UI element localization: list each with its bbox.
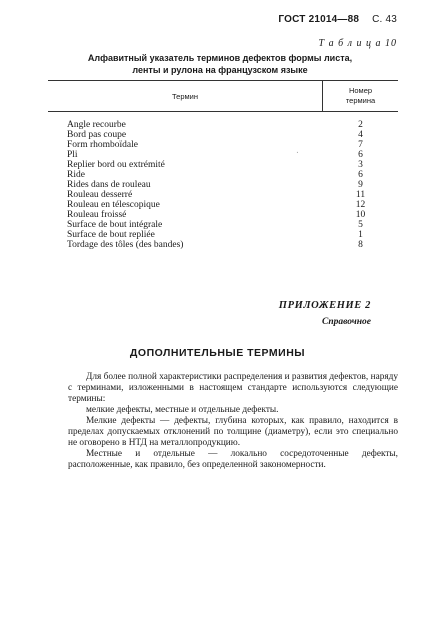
table-row — [48, 140, 398, 150]
table-row — [48, 220, 398, 230]
table-row — [48, 170, 398, 180]
section-body — [68, 372, 398, 471]
term-cell: Form rhomboïdale — [67, 140, 138, 150]
term-cell: Rouleau desserré — [67, 190, 133, 200]
number-cell: 4 — [358, 130, 363, 140]
table-row — [48, 150, 398, 160]
column-header-number-line-2: термина — [345, 96, 376, 105]
column-header-number-line-1: Номер — [348, 86, 373, 95]
term-cell: Angle recourbe — [67, 120, 126, 130]
number-cell: 6 — [358, 150, 363, 160]
table-header — [48, 80, 398, 112]
appendix-subtitle: Справочное — [322, 317, 371, 327]
table-row — [48, 230, 398, 240]
table-row — [48, 190, 398, 200]
term-cell: Rouleau en télescopique — [67, 200, 160, 210]
table-row — [48, 240, 398, 250]
paragraph-small-defects: Мелкие дефекты — дефекты, глубина которых, как правило, находится в пределах допускаемых отклонений по толщине (диаметру), если это специально не оговорено в НТД на металлопродукцию. — [68, 416, 398, 448]
number-cell: 6 — [358, 170, 363, 180]
term-cell: Tordage des tôles (des bandes) — [67, 240, 184, 250]
terms-table — [48, 80, 398, 250]
term-cell: Pli — [67, 150, 78, 160]
number-cell: 12 — [355, 200, 366, 210]
number-cell: 3 — [358, 160, 363, 170]
appendix-title: ПРИЛОЖЕНИЕ 2 — [278, 300, 371, 311]
paragraph-local-defects: Местные и отдельные — локально сосредоточенные дефекты, расположенные, как правило, без определенной закономерности. — [68, 449, 398, 470]
number-cell: 10 — [355, 210, 366, 220]
table-body — [48, 112, 398, 250]
table-title — [70, 52, 370, 76]
term-cell: Rides dans de rouleau — [67, 180, 151, 190]
number-cell: 8 — [358, 240, 363, 250]
page-header — [278, 14, 397, 25]
number-cell: 11 — [355, 190, 366, 200]
table-row — [48, 200, 398, 210]
term-cell: Ride — [67, 170, 85, 180]
column-header-number — [323, 81, 398, 111]
stray-mark: ˈ — [296, 151, 299, 159]
standard-code: ГОСТ 21014—88 — [278, 14, 360, 25]
section-title: ДОПОЛНИТЕЛЬНЫЕ ТЕРМИНЫ — [129, 347, 306, 359]
number-cell: 1 — [358, 230, 363, 240]
table-row — [48, 180, 398, 190]
number-cell: 9 — [358, 180, 363, 190]
table-row — [48, 160, 398, 170]
term-cell: Surface de bout intégrale — [67, 220, 163, 230]
table-row — [48, 130, 398, 140]
table-title-line-2: ленты и рулона на французском языке — [132, 65, 308, 75]
table-title-line-1: Алфавитный указатель терминов дефектов формы листа, — [87, 53, 353, 63]
table-label: Т а б л и ц а 10 — [318, 38, 397, 49]
paragraph-terms-list: мелкие дефекты, местные и отдельные дефекты. — [86, 405, 279, 415]
paragraph-intro: Для более полной характеристики распределения и развития дефектов, наряду с терминами, изложенными в настоящем стандарте используются следующие термины: — [68, 372, 398, 404]
term-cell: Replier bord ou extrémité — [67, 160, 165, 170]
table-row — [48, 120, 398, 130]
table-row — [48, 210, 398, 220]
term-cell: Rouleau froissé — [67, 210, 127, 220]
term-cell: Bord pas coupe — [67, 130, 127, 140]
appendix-heading — [279, 298, 371, 330]
number-cell: 7 — [358, 140, 363, 150]
term-cell: Surface de bout repliée — [67, 230, 155, 240]
page-number: С. 43 — [372, 14, 397, 25]
column-header-term: Термин — [48, 81, 323, 111]
number-cell: 5 — [358, 220, 363, 230]
number-cell: 2 — [358, 120, 363, 130]
